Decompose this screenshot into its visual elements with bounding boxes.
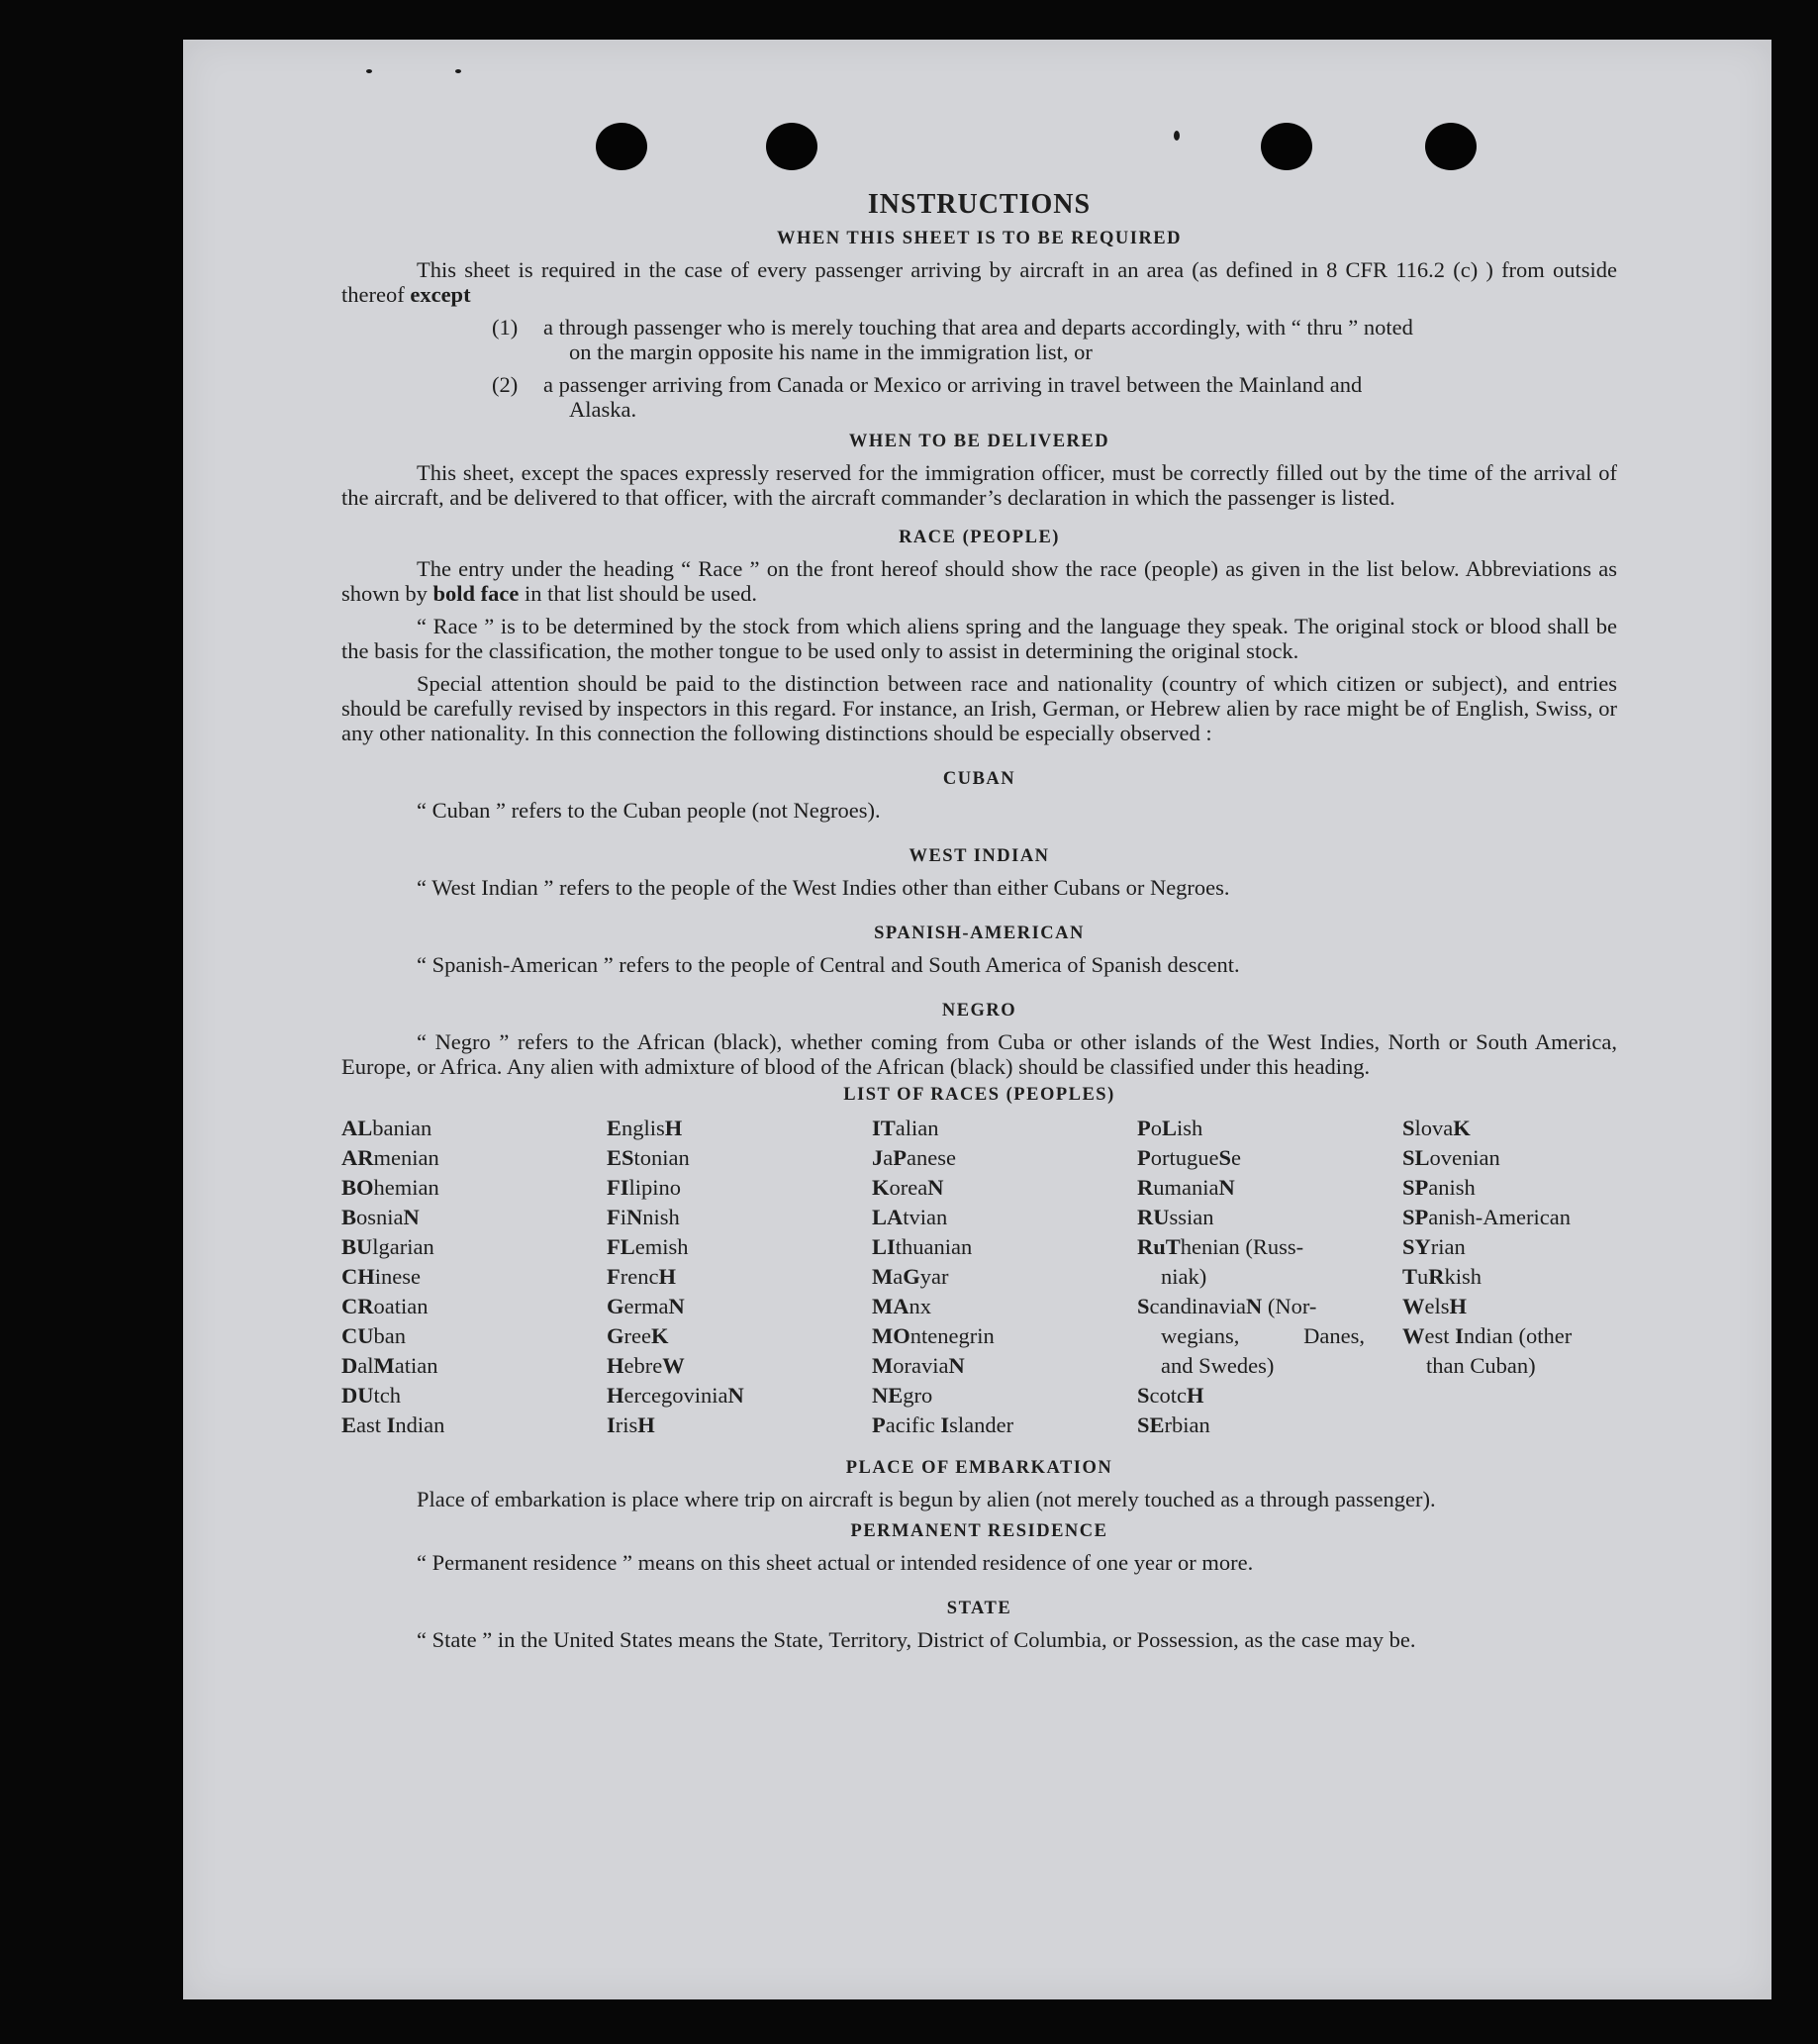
race-entry: EnglisH [607,1116,683,1140]
race-entry: MoraviaN [872,1353,965,1378]
race-entry: HebreW [607,1353,685,1378]
race-entry: CRoatian [341,1294,429,1318]
west-indian-text: “ West Indian ” refers to the people of the West Indies other than either Cubans or Negroes. [417,875,1230,900]
races-column [872,1114,1137,1440]
punch-hole [766,123,817,170]
state-text: “ State ” in the United States means the State, Territory, District of Columbia, or Possession, as the case may be. [417,1627,1416,1652]
race-entry: NEgro [872,1383,933,1408]
section-heading-cuban: CUBAN [942,769,1016,789]
races-column [341,1114,607,1440]
race-paragraph-1: The entry under the heading “ Race ” on the front hereof should show the race (people) as given in the list below. Abbreviations as shown by bold face in that list should be used. [341,556,1617,606]
required-intro: This sheet is required in the case of every passenger arriving by aircraft in an area (as defined in 8 CFR 116.2 (c) ) from outside thereof except [341,257,1617,307]
race-entry: SlovaK [1402,1116,1471,1140]
race-entry: ScotcH [1137,1383,1204,1408]
race-entry: BUlgarian [341,1234,434,1259]
race-entry: SPanish [1402,1175,1476,1200]
document-page [183,40,1771,1999]
speck [455,69,461,73]
race-entry: KoreaN [872,1175,944,1200]
exception-item-2: (2) a passenger arriving from Canada or Mexico or arriving in travel between the Mainland and Alaska. [492,372,1363,422]
section-heading-residence: PERMANENT RESIDENCE [850,1521,1108,1541]
race-entry: BosniaN [341,1205,420,1229]
race-entry: WelsH [1402,1294,1468,1318]
race-entry: MOntenegrin [872,1323,995,1348]
page-title: INSTRUCTIONS [867,189,1092,220]
embarkation-text: Place of embarkation is place where trip on aircraft is begun by alien (not merely touched as a through passenger). [417,1487,1436,1511]
race-entry: PoLish [1137,1116,1203,1140]
race-entry: ITalian [872,1116,939,1140]
cuban-text: “ Cuban ” refers to the Cuban people (not Negroes). [417,798,881,823]
race-entry: JaPanese [872,1145,956,1170]
race-entry: DUtch [341,1383,401,1408]
race-entry: PortugueSe [1137,1145,1241,1170]
section-heading-required: WHEN THIS SHEET IS TO BE REQUIRED [776,229,1183,248]
section-heading-negro: NEGRO [941,1001,1017,1021]
race-entry: TuRkish [1402,1264,1483,1289]
race-entry: SLovenian [1402,1145,1500,1170]
residence-text: “ Permanent residence ” means on this sheet actual or intended residence of one year or more. [417,1550,1254,1575]
races-column [1402,1114,1617,1440]
race-entry: Pacific Islander [872,1412,1014,1437]
race-entry: CHinese [341,1264,421,1289]
race-entry: West Indian (other than Cuban) [1402,1323,1573,1378]
race-entry: MAnx [872,1294,931,1318]
race-entry: ScandinaviaN (Nor- wegians, Danes, and Swedes) [1137,1294,1365,1378]
punch-hole [1425,123,1477,170]
speck [1174,131,1180,141]
race-entry: LIthuanian [872,1234,973,1259]
race-entry: DalMatian [341,1353,438,1378]
exception-item-1: (1) a through passenger who is merely touching that area and departs accordingly, with “ thru ” noted on the margin opposite his name in the immigration list, or [492,315,1413,364]
section-heading-spanish-american: SPANISH-AMERICAN [874,924,1085,943]
race-entry: FLemish [607,1234,689,1259]
race-entry: East Indian [341,1412,445,1437]
race-entry: RUssian [1137,1205,1214,1229]
race-entry: ARmenian [341,1145,439,1170]
spanish-american-text: “ Spanish-American ” refers to the people of Central and South America of Spanish descent. [417,952,1240,977]
punch-hole [596,123,647,170]
race-entry: EStonian [607,1145,690,1170]
section-heading-embarkation: PLACE OF EMBARKATION [845,1458,1113,1478]
section-heading-race: RACE (PEOPLE) [899,528,1060,547]
section-heading-state: STATE [946,1599,1012,1618]
race-paragraph-3: Special attention should be paid to the distinction between race and nationality (country of which citizen or subject), and entries should be carefully revised by inspectors in this regard. For instance, an Irish, German, or Hebrew alien by race might be of English, Swiss, or any other nationality. In this connection the following distinctions should be especially observed : [341,671,1617,745]
race-entry: FIlipino [607,1175,682,1200]
race-entry: SErbian [1137,1412,1210,1437]
negro-text: “ Negro ” refers to the African (black), whether coming from Cuba or other islands of the West Indies, North or South America, Europe, or Africa. Any alien with admixture of blood of the African (black) should be classified under this heading. [341,1029,1617,1079]
race-entry: MaGyar [872,1264,949,1289]
races-list [341,1114,1617,1440]
race-entry: CUban [341,1323,406,1348]
race-entry: GreeK [607,1323,669,1348]
races-column [1137,1114,1402,1440]
section-heading-west-indian: WEST INDIAN [909,846,1050,866]
punch-hole [1261,123,1312,170]
race-entry: IrisH [607,1412,655,1437]
delivered-text: This sheet, except the spaces expressly reserved for the immigration officer, must be correctly filled out by the time of the arrival of the aircraft, and be delivered to that officer, with the aircraft commander’s declaration in which the passenger is listed. [341,460,1617,510]
race-entry: FiNnish [607,1205,680,1229]
race-entry: HercegoviniaN [607,1383,744,1408]
document-body [341,188,1617,1652]
speck [366,69,372,73]
race-entry: SPanish-American [1402,1205,1571,1229]
race-entry: SYrian [1402,1234,1466,1259]
section-heading-delivered: WHEN TO BE DELIVERED [848,432,1110,451]
race-entry: RuThenian (Russ- niak) [1137,1234,1304,1289]
race-entry: LAtvian [872,1205,948,1229]
race-entry: FrencH [607,1264,676,1289]
race-entry: RumaniaN [1137,1175,1235,1200]
race-entry: BOhemian [341,1175,439,1200]
races-column [607,1114,872,1440]
race-entry: ALbanian [341,1116,432,1140]
race-paragraph-2: “ Race ” is to be determined by the stock from which aliens spring and the language they speak. The original stock or blood shall be the basis for the classification, the mother tongue to be used only to assist in determining the original stock. [341,614,1617,663]
race-entry: GermaN [607,1294,685,1318]
section-heading-list: LIST OF RACES (PEOPLES) [843,1085,1115,1105]
